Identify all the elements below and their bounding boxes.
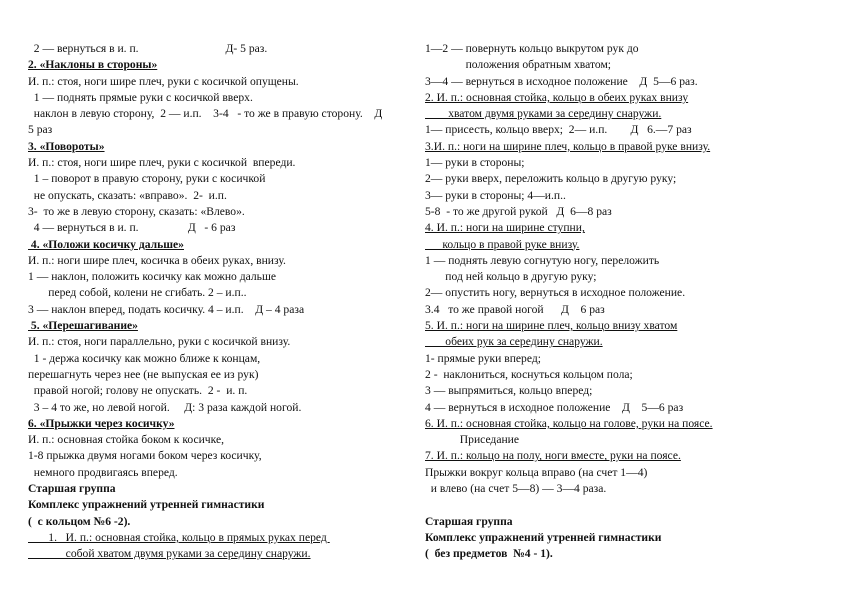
left-text-line: наклон в левую сторону, 2 — и.п. 3-4 - то же в правую сторону. Д: [28, 107, 383, 121]
left-text-line: 1-8 прыжка двумя ногами боком через косичку,: [28, 449, 262, 463]
right-text-line: обеих рук за середину снаружи.: [425, 335, 603, 349]
right-text-line: 2. И. п.: основная стойка, кольцо в обеих руках внизу: [425, 90, 689, 104]
left-text-line: 3- то же в левую сторону, сказать: «Влево».: [28, 204, 245, 218]
left-text-line: 6. «Прыжки через косичку»: [28, 416, 175, 430]
left-text-line: 2 — вернуться в и. п. Д- 5 раз.: [28, 42, 268, 55]
left-column: [28, 41, 408, 563]
right-text-line: 3.4 то же правой ногой Д 6 раз: [425, 302, 605, 316]
left-text-line: перед собой, колени не сгибать. 2 – и.п..: [28, 286, 247, 300]
right-text-line: 1- прямые руки вперед;: [425, 351, 541, 365]
left-text-line: И. п.: основная стойка боком к косичке,: [28, 433, 225, 447]
left-text-line: 5 раз: [28, 123, 53, 137]
right-text-line: Комплекс упражнений утренней гимнастики: [425, 530, 662, 544]
left-text-line: И. п.: ноги шире плеч, косичка в обеих руках, внизу.: [28, 253, 286, 267]
left-text-line: И. п.: стоя, ноги параллельно, руки с косичкой внизу.: [28, 335, 291, 349]
right-text-line: Приседание: [425, 433, 520, 447]
right-text-line: кольцо в правой руке внизу.: [425, 237, 580, 251]
left-text-line: 3 — наклон вперед, подать косичку. 4 – и.п. Д – 4 раза: [28, 302, 305, 316]
left-text-line: 3. «Повороты»: [28, 139, 105, 153]
right-text-line: 7. И. п.: кольцо на полу, ноги вместе, руки на поясе.: [425, 449, 681, 463]
left-text-line: Комплекс упражнений утренней гимнастики: [28, 498, 265, 512]
left-text-line: не опускать, сказать: «вправо». 2- и.п.: [28, 188, 227, 202]
left-text-line: 1. И. п.: основная стойка, кольцо в прямых руках перед: [28, 530, 330, 544]
right-text-line: 5. И. п.: ноги на ширине плеч, кольцо внизу хватом: [425, 319, 678, 333]
left-text-line: 4. «Положи косичку дальше»: [28, 237, 184, 251]
right-text-line: Прыжки вокруг кольца вправо (на счет 1—4): [425, 465, 648, 479]
left-text-line: 4 — вернуться в и. п. Д - 6 раз: [28, 221, 236, 235]
right-text-line: 3 — выпрямиться, кольцо вперед;: [425, 384, 593, 398]
left-text-line: немного продвигаясь вперед.: [28, 465, 178, 479]
left-text-line: 1 — наклон, положить косичку как можно дальше: [28, 270, 277, 284]
right-text-line: 1—2 — повернуть кольцо выкрутом рук до: [425, 42, 639, 55]
left-text-line: 3 – 4 то же, но левой ногой. Д: 3 раза каждой ногой.: [28, 400, 302, 414]
left-text-line: 1 — поднять прямые руки с косичкой вверх.: [28, 90, 253, 104]
right-text-line: 3.И. п.: ноги на ширине плеч, кольцо в правой руке внизу.: [425, 139, 711, 153]
right-text-line: положения обратным хватом;: [425, 58, 612, 72]
left-text-line: собой хватом двумя руками за середину снаружи.: [28, 547, 311, 561]
right-text-line: 4 — вернуться в исходное положение Д 5—6 раз: [425, 400, 684, 414]
left-text-line: Старшая группа: [28, 482, 116, 496]
left-text-line: 1 - держа косичку как можно ближе к концам,: [28, 351, 261, 365]
left-text-line: И. п.: стоя, ноги шире плеч, руки с косичкой впереди.: [28, 156, 296, 170]
left-text-line: ( с кольцом №6 -2).: [28, 514, 131, 528]
right-text-line: под ней кольцо в другую руку;: [425, 270, 597, 284]
right-text-line: 3— руки в стороны; 4—и.п..: [425, 188, 566, 202]
right-text-line: 1— руки в стороны;: [425, 156, 525, 170]
right-text-line: 5-8 - то же другой рукой Д 6—8 раз: [425, 204, 612, 218]
left-text-line: 1 – поворот в правую сторону, руки с косичкой: [28, 172, 266, 186]
right-text-line: 3—4 — вернуться в исходное положение Д 5—6 раз.: [425, 74, 698, 88]
left-text-line: перешагнуть через нее (не выпуская ее из рук): [28, 367, 259, 381]
right-text-line: 2— руки вверх, переложить кольцо в другую руку;: [425, 172, 677, 186]
right-text-line: 4. И. п.: ноги на ширине ступни,: [425, 221, 585, 235]
left-text-line: И. п.: стоя, ноги шире плеч, руки с косичкой опущены.: [28, 74, 299, 88]
right-text-line: 2 - наклониться, коснуться кольцом пола;: [425, 367, 633, 381]
left-text-line: 2. «Наклоны в стороны»: [28, 58, 158, 72]
right-text-line: и влево (на счет 5—8) — 3—4 раза.: [425, 482, 607, 496]
right-text-line: [425, 497, 825, 513]
left-text-line: 5. «Перешагивание»: [28, 319, 138, 333]
right-text-line: 6. И. п.: основная стойка, кольцо на голове, руки на поясе.: [425, 416, 713, 430]
right-text-line: Старшая группа: [425, 514, 513, 528]
right-column: [425, 41, 825, 563]
right-text-line: 1— присесть, кольцо вверх; 2— и.п. Д 6.—7 раз: [425, 123, 692, 137]
right-text-line: 2— опустить ногу, вернуться в исходное положение.: [425, 286, 686, 300]
right-text-line: хватом двумя руками за середину снаружи.: [425, 107, 662, 121]
right-text-line: ( без предметов №4 - 1).: [425, 547, 553, 561]
right-text-line: 1 — поднять левую согнутую ногу, переложить: [425, 253, 660, 267]
left-text-line: правой ногой; голову не опускать. 2 - и. п.: [28, 384, 248, 398]
